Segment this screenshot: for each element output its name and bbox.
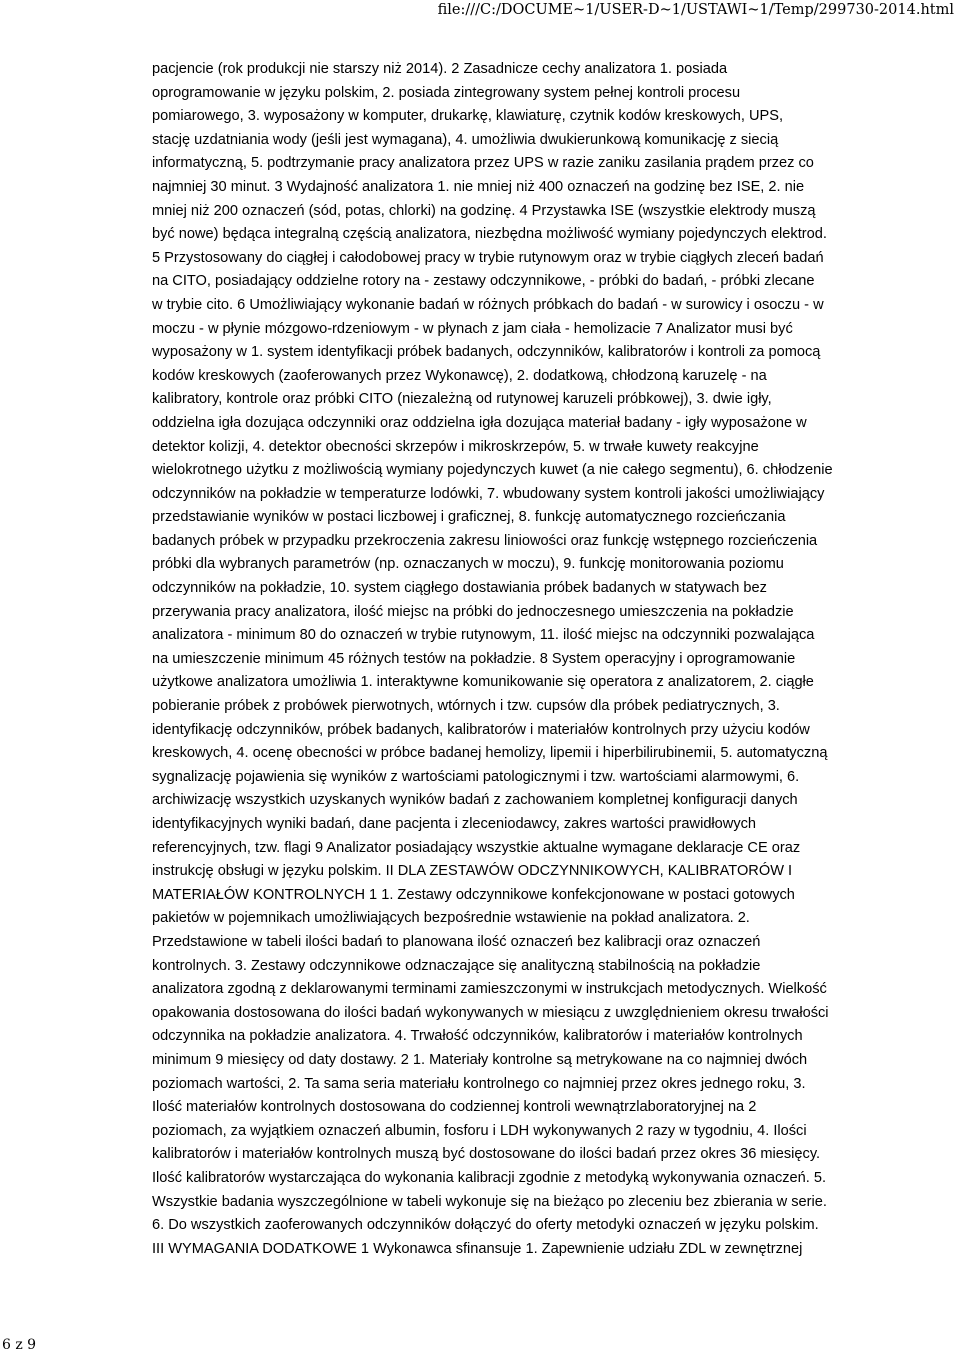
- text-line: przedstawianie wyników w postaci liczbowej i graficznej, 8. funkcję automatycznego rozcieńczania: [152, 509, 786, 526]
- text-line: kontrolnych. 3. Zestawy odczynnikowe odznaczające się analityczną stabilnością na pokładzie: [152, 957, 761, 974]
- text-line: kreskowych, 4. ocenę obecności w próbce badanej hemolizy, lipemii i hiperbilirubinemii, 5. automatyczną: [152, 745, 828, 762]
- text-line: pakietów w pojemnikach umożliwiających bezpośrednie wstawienie na pokład analizatora. 2.: [152, 910, 750, 927]
- text-line: badanych próbek w przypadku przekroczenia zakresu liniowości oraz funkcję wstępnego rozcieńczenia: [152, 532, 818, 549]
- text-line: opakowania dostosowana do ilości badań wykonywanych w miesiącu z uwzględnieniem okresu trwałości: [152, 1004, 829, 1021]
- text-line: na CITO, posiadający oddzielne rotory na - zestawy odczynnikowe, - próbki do badań, - próbki zlecane: [152, 273, 815, 290]
- text-line: referencyjnych, tzw. flagi 9 Analizator posiadający wszystkie aktualne wymagane deklaracje CE oraz: [152, 839, 801, 856]
- text-line: wielokrotnego użytku z możliwością wymiany pojedynczych kuwet (a nie całego segmentu), 6. chłodzenie: [152, 462, 833, 479]
- text-line: identyfikacyjnych wyniki badań, dane pacjenta i zleceniodawcy, zakres wartości prawidłowych: [152, 816, 757, 832]
- text-line: pacjencie (rok produkcji nie starszy niż 2014). 2 Zasadnicze cechy analizatora 1. posiada: [152, 61, 728, 77]
- text-line: analizatora zgodną z deklarowanymi terminami zamieszczonymi w instrukcjach metodycznych. Wielkość: [152, 981, 827, 998]
- text-line: oprogramowanie w języku polskim, 2. posiada zintegrowany system pełnej kontroli procesu: [152, 84, 741, 101]
- text-line: kodów kreskowych (zaoferowanych przez Wykonawcę), 2. dodatkową, chłodzoną karuzelę - na: [152, 367, 767, 384]
- text-line: stację uzdatniania wody (jeśli jest wymagana), 4. umożliwia dwukierunkową komunikację z siecią: [152, 131, 779, 148]
- text-line: przerywania pracy analizatora, ilość miejsc na próbki do jednoczesnego umieszczenia na pokładzie: [152, 603, 794, 620]
- text-line: MATERIAŁÓW KONTROLNYCH 1 1. Zestawy odczynnikowe konfekcjonowane w postaci gotowych: [152, 886, 795, 903]
- text-line: Przedstawione w tabeli ilości badań to planowana ilość oznaczeń bez kalibracji oraz oznaczeń: [152, 933, 761, 950]
- page-indicator: 6 z 9: [2, 1337, 37, 1353]
- text-line: informatyczną, 5. podtrzymanie pracy analizatora przez UPS w razie zaniku zasilania prądem przez co: [152, 155, 814, 172]
- text-line: archiwizację wszystkich uzyskanych wyników badań z zachowaniem kompletnej konfiguracji danych: [152, 792, 798, 809]
- text-line: Ilość kalibratorów wystarczająca do wykonania kalibracji zgodnie z metodyką wykonywania oznaczeń. 5.: [152, 1169, 827, 1186]
- file-path-header: file:///C:/DOCUME~1/USER-D~1/USTAWI~1/Temp/299730-2014.html: [437, 2, 954, 18]
- document-body: [152, 58, 932, 1261]
- text-line: pobieranie próbek z probówek pierwotnych, wtórnych i tzw. cupsów dla próbek pediatrycznych, 3.: [152, 698, 780, 715]
- text-line: detektor kolizji, 4. detektor obecności skrzepów i mikroskrzepów, 5. w trwałe kuwety reakcyjne: [152, 438, 759, 455]
- text-line: wyposażony w 1. system identyfikacji próbek badanych, odczynników, kalibratorów i kontroli za pomocą: [152, 344, 821, 361]
- text-line: odczynnika na pokładzie analizatora. 4. Trwałość odczynników, kalibratorów i materiałów kontrolnych: [152, 1028, 803, 1045]
- text-line: pomiarowego, 3. wyposażony w komputer, drukarkę, klawiaturę, czytnik kodów kreskowych, UPS,: [152, 108, 784, 125]
- text-line: poziomach wartości, 2. Ta sama seria materiału kontrolnego co najmniej przez okres jednego roku, 3.: [152, 1075, 806, 1092]
- text-line: 6. Do wszystkich zaoferowanych odczynników dołączyć do oferty metodyki oznaczeń w języku polskim.: [152, 1217, 819, 1234]
- text-line: kalibratorów i materiałów kontrolnych muszą być dostosowane do ilości badań przez okres 36 miesięcy.: [152, 1146, 821, 1163]
- text-line: instrukcję obsługi w języku polskim. II DLA ZESTAWÓW ODCZYNNIKOWYCH, KALIBRATORÓW I: [152, 863, 793, 880]
- text-line: poziomach, za wyjątkiem oznaczeń albumin, fosforu i LDH wykonywanych 2 razy w tygodniu, 4. Ilości: [152, 1122, 807, 1139]
- text-line: analizatora - minimum 80 do oznaczeń w trybie rutynowym, 11. ilość miejsc na odczynniki pozwalająca: [152, 627, 815, 644]
- text-line: użytkowe analizatora umożliwia 1. interaktywne komunikowanie się operatora z analizatorem, 2. ciągłe: [152, 674, 814, 691]
- text-line: w trybie cito. 6 Umożliwiający wykonanie badań w różnych próbkach do badań - w surowicy i osoczu - w: [152, 296, 824, 313]
- text-line: na umieszczenie minimum 45 różnych testów na pokładzie. 8 System operacyjny i oprogramowanie: [152, 650, 796, 667]
- text-line: próbki dla wybranych parametrów (np. oznaczanych w moczu), 9. funkcję monitorowania poziomu: [152, 556, 784, 573]
- text-line: oddzielna igła dozująca odczynniki oraz oddzielna igła dozująca materiał badany - igły wyposażone w: [152, 414, 807, 431]
- text-line: kalibratory, kontrole oraz próbki CITO (niezależną od rutynowej karuzeli próbkowej), 3. dwie igły,: [152, 391, 772, 408]
- text-line: sygnalizację pojawienia się wyników z wartościami patologicznymi i tzw. wartościami alarmowymi, 6.: [152, 768, 800, 785]
- text-line: najmniej 30 minut. 3 Wydajność analizatora 1. nie mniej niż 400 oznaczeń na godzinę bez ISE, 2. nie: [152, 178, 805, 195]
- text-line: 5 Przystosowany do ciągłej i całodobowej pracy w trybie rutynowym oraz w trybie ciągłych zleceń badań: [152, 249, 824, 266]
- text-line: Wszystkie badania wyszczególnione w tabeli wykonuje się na bieżąco po zleceniu bez zbierania w serie.: [152, 1193, 827, 1210]
- text-line: mniej niż 200 oznaczeń (sód, potas, chlorki) na godzinę. 4 Przystawka ISE (wszystkie elektrody muszą: [152, 202, 816, 219]
- text-line: odczynników na pokładzie w temperaturze lodówki, 7. wbudowany system kontroli jakości umożliwiający: [152, 485, 825, 502]
- text-line: być nowe) będąca integralną częścią analizatora, niezbędna możliwość wymiany pojedynczych elektrod.: [152, 226, 827, 243]
- text-line: III WYMAGANIA DODATKOWE 1 Wykonawca sfinansuje 1. Zapewnienie udziału ZDL w zewnętrznej: [152, 1240, 803, 1257]
- text-line: moczu - w płynie mózgowo-rdzeniowym - w płynach z jam ciała - hemolizacie 7 Analizator musi być: [152, 320, 793, 337]
- text-line: identyfikację odczynników, próbek badanych, kalibratorów i materiałów kontrolnych przy użyciu kodów: [152, 721, 810, 738]
- text-line: Ilość materiałów kontrolnych dostosowana do codziennej kontroli wewnątrzlaboratoryjnej na 2: [152, 1099, 757, 1116]
- text-line: minimum 9 miesięcy od daty dostawy. 2 1. Materiały kontrolne są metrykowane na co najmniej dwóch: [152, 1051, 808, 1068]
- text-line: odczynników na pokładzie, 10. system ciągłego dostawiania próbek badanych w statywach bez: [152, 580, 767, 597]
